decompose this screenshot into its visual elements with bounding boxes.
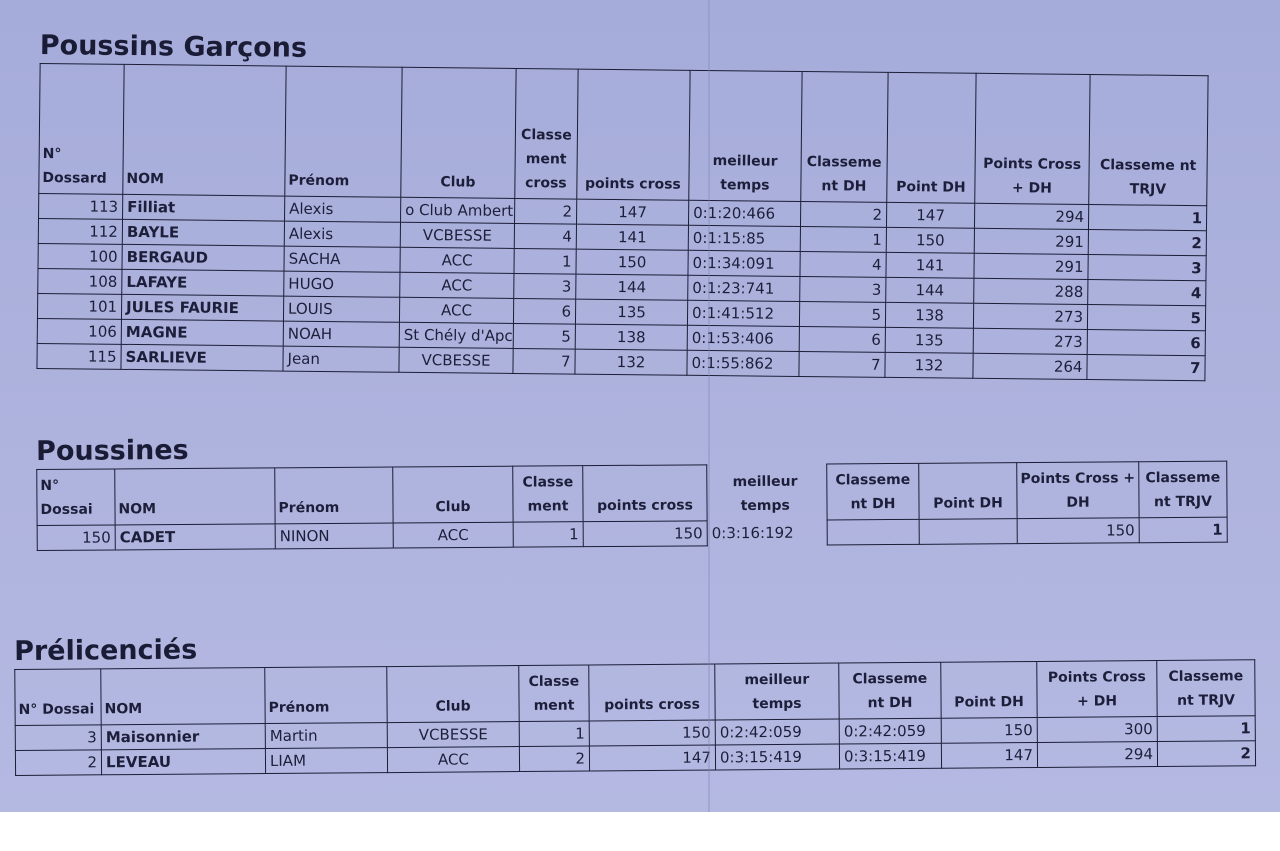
cell-points-cross: 150 <box>583 521 707 547</box>
table-header-row <box>37 461 1227 525</box>
cell-classement-dh: 0:2:42:059 <box>839 718 941 744</box>
cell-prenom: Martin <box>265 723 387 749</box>
section-prelicencies <box>14 626 1256 776</box>
cell-point-dh: 144 <box>886 277 974 303</box>
cell-points-total: 150 <box>1017 518 1139 544</box>
cell-classement-cross: 5 <box>513 323 575 349</box>
cell-classement-dh: 3 <box>800 276 886 302</box>
cell-prenom: NOAH <box>283 321 399 347</box>
cell-point-dh: 141 <box>886 252 974 278</box>
cell-dossard: 3 <box>15 725 101 751</box>
cell-club: o Club Ambert <box>401 197 515 223</box>
cell-classement-trjv: 3 <box>1088 254 1206 280</box>
cell-dossard: 113 <box>39 193 123 219</box>
header-cell: Club <box>393 466 513 523</box>
results-table <box>14 659 1256 776</box>
cell-classement-trjv: 1 <box>1088 204 1206 230</box>
cell-prenom: HUGO <box>284 271 400 297</box>
header-cell: Classeme nt DH <box>801 71 888 202</box>
header-cell: Points Cross + DH <box>975 73 1090 204</box>
cell-dossard: 112 <box>38 218 122 244</box>
cell-dossard: 100 <box>38 243 122 269</box>
cell-meilleur-temps: 0:1:15:85 <box>688 225 800 251</box>
cell-club: VCBESSE <box>400 222 514 248</box>
cell-meilleur-temps: 0:3:15:419 <box>715 744 839 770</box>
cell-points-cross: 150 <box>589 720 715 746</box>
cell-classement: 1 <box>513 522 583 547</box>
cell-nom: Filliat <box>123 194 285 221</box>
cell-classement-dh: 2 <box>800 201 886 227</box>
header-cell: Prénom <box>275 467 393 524</box>
header-cell: meilleur temps <box>732 473 798 514</box>
cell-nom: LAFAYE <box>122 269 284 296</box>
cell-classement-trjv: 5 <box>1087 304 1205 330</box>
header-cell: points cross <box>577 69 690 200</box>
header-cell: Prénom <box>285 66 402 197</box>
cell-points-cross: 144 <box>576 274 688 300</box>
header-cell: NOM <box>123 64 286 196</box>
cell-prenom: Jean <box>283 346 399 372</box>
header-cell: points cross <box>589 664 715 721</box>
header-cell: Classeme nt DH <box>839 662 941 719</box>
cell-prenom: NINON <box>275 523 393 549</box>
cell-nom: SARLIEVE <box>121 344 283 371</box>
cell-points-cross: 147 <box>589 745 715 771</box>
cell-prenom: LOUIS <box>283 296 399 322</box>
cell-points-total: 273 <box>973 328 1087 354</box>
header-cell: Point DH <box>941 661 1037 718</box>
header-cell: Classe ment <box>513 466 583 522</box>
header-cell: Points Cross + DH <box>1037 661 1157 718</box>
cell-nom: LEVEAU <box>101 749 265 775</box>
header-cell: Classe ment cross <box>515 68 578 199</box>
cell-meilleur-temps: 0:1:55:862 <box>687 350 799 376</box>
cell-classement-dh <box>827 519 919 545</box>
cell-points-total: 264 <box>973 353 1087 379</box>
cell-classement-trjv: 7 <box>1087 354 1205 380</box>
cell-nom: JULES FAURIE <box>121 294 283 321</box>
cell-classement-dh: 1 <box>800 226 886 252</box>
cell-dossard: 101 <box>37 293 121 319</box>
cell-nom: BAYLE <box>122 219 284 246</box>
cell-classement-cross: 4 <box>514 223 576 249</box>
cell-classement-dh: 0:3:15:419 <box>839 743 941 769</box>
header-cell: meilleur temps <box>715 663 839 720</box>
header-cell: Point DH <box>919 463 1017 520</box>
header-cell: N° Dossard <box>39 64 124 195</box>
header-cell: Point DH <box>887 72 976 203</box>
cell-classement-cross: 6 <box>513 298 575 324</box>
header-cell: Classe ment <box>519 665 589 722</box>
cell-dossard: 150 <box>37 525 115 551</box>
cell-classement-cross: 3 <box>514 273 576 299</box>
cell-classement-trjv: 6 <box>1087 329 1205 355</box>
cell-classement-trjv: 2 <box>1157 741 1255 767</box>
cell-club: ACC <box>400 272 514 298</box>
cell-club: VCBESSE <box>387 722 519 748</box>
cell-points-total: 300 <box>1037 717 1157 743</box>
cell-point-dh: 150 <box>886 227 974 253</box>
section-poussins-garcons <box>36 30 1208 381</box>
cell-points-total: 291 <box>974 253 1088 279</box>
cell-meilleur-temps: 0:3:16:192 <box>711 523 794 543</box>
header-cell: Points Cross + DH <box>1017 462 1139 519</box>
cell-points-cross: 132 <box>575 349 687 375</box>
cell-points-total: 291 <box>974 228 1088 254</box>
cell-club: VCBESSE <box>399 347 513 373</box>
header-cell: NOM <box>101 668 265 725</box>
header-cell: points cross <box>583 465 707 522</box>
cell-classement-dh: 5 <box>799 301 885 327</box>
cell-club: ACC <box>399 297 513 323</box>
cell-classement-dh: 6 <box>799 326 885 352</box>
cell-dossard: 106 <box>37 318 121 344</box>
table-header-row <box>15 660 1255 726</box>
header-cell: Prénom <box>265 667 387 724</box>
cell-point-dh: 132 <box>885 352 973 378</box>
cell-classement-trjv: 1 <box>1157 716 1255 742</box>
cell-club: St Chély d'Apc <box>399 322 513 348</box>
cell-points-total: 294 <box>1037 742 1157 768</box>
cell-classement-trjv: 4 <box>1088 279 1206 305</box>
results-table <box>36 461 1228 551</box>
cell-club: ACC <box>400 247 514 273</box>
cell-dossard: 115 <box>37 343 121 369</box>
cell-club: ACC <box>387 747 519 773</box>
cell-meilleur-temps: 0:1:41:512 <box>687 300 799 326</box>
cell-nom: Maisonnier <box>101 724 265 750</box>
cell-classement: 2 <box>519 746 589 772</box>
cell-club: ACC <box>393 522 513 548</box>
section-title: Prélicenciés <box>14 634 198 667</box>
cell-meilleur-temps: 0:1:23:741 <box>688 275 800 301</box>
cell-nom: BERGAUD <box>122 244 284 271</box>
cell-points-cross: 135 <box>575 299 687 325</box>
cell-prenom: Alexis <box>285 196 401 222</box>
cell-points-cross: 147 <box>576 199 688 225</box>
cell-classement-trjv: 2 <box>1088 229 1206 255</box>
cell-points-total: 273 <box>973 303 1087 329</box>
cell-points-cross: 141 <box>576 224 688 250</box>
cell-prenom: Alexis <box>284 221 400 247</box>
cell-points-total: 294 <box>974 203 1088 229</box>
section-poussines <box>36 428 1228 551</box>
table-header-row <box>39 64 1208 206</box>
section-title: Poussines <box>36 434 189 467</box>
cell-point-dh <box>919 519 1017 545</box>
cell-prenom: SACHA <box>284 246 400 272</box>
cell-meilleur-temps: 0:1:34:091 <box>688 250 800 276</box>
cell-dossard: 108 <box>38 268 122 294</box>
cell-point-dh: 147 <box>941 742 1037 768</box>
cell-meilleur-temps: 0:1:20:466 <box>688 200 800 226</box>
cell-dossard: 2 <box>15 750 101 776</box>
cell-classement-cross: 1 <box>514 248 576 274</box>
cell-points-total: 288 <box>974 278 1088 304</box>
header-cell: Club <box>387 666 519 723</box>
header-cell: Classeme nt TRJV <box>1139 461 1227 518</box>
header-cell: Classeme nt DH <box>827 463 919 520</box>
header-cell: meilleur temps <box>689 70 802 201</box>
section-title: Poussins Garçons <box>39 30 308 64</box>
cell-point-dh: 135 <box>885 327 973 353</box>
cell-point-dh: 138 <box>885 302 973 328</box>
cell-meilleur-temps: 0:2:42:059 <box>715 719 839 745</box>
cell-prenom: LIAM <box>265 748 387 774</box>
cell-classement-cross: 7 <box>513 348 575 374</box>
header-cell: Classeme nt TRJV <box>1089 74 1208 205</box>
cell-classement-cross: 2 <box>514 198 576 224</box>
cell-classement-trjv: 1 <box>1139 517 1227 543</box>
header-cell: N° Dossai <box>15 669 101 726</box>
cell-point-dh: 150 <box>941 717 1037 743</box>
header-cell: N° Dossai <box>37 469 115 526</box>
cell-nom: CADET <box>115 524 275 550</box>
cell-nom: MAGNE <box>121 319 283 346</box>
header-cell: Classeme nt TRJV <box>1157 660 1255 717</box>
cell-meilleur-temps: 0:1:53:406 <box>687 325 799 351</box>
cell-points-cross: 150 <box>576 249 688 275</box>
cell-points-cross: 138 <box>575 324 687 350</box>
cell-classement: 1 <box>519 721 589 747</box>
cell-classement-dh: 7 <box>799 351 885 377</box>
cell-classement-dh: 4 <box>800 251 886 277</box>
header-cell: Club <box>401 67 516 198</box>
header-cell: NOM <box>115 468 275 525</box>
cell-point-dh: 147 <box>886 202 974 228</box>
results-table <box>36 63 1208 381</box>
